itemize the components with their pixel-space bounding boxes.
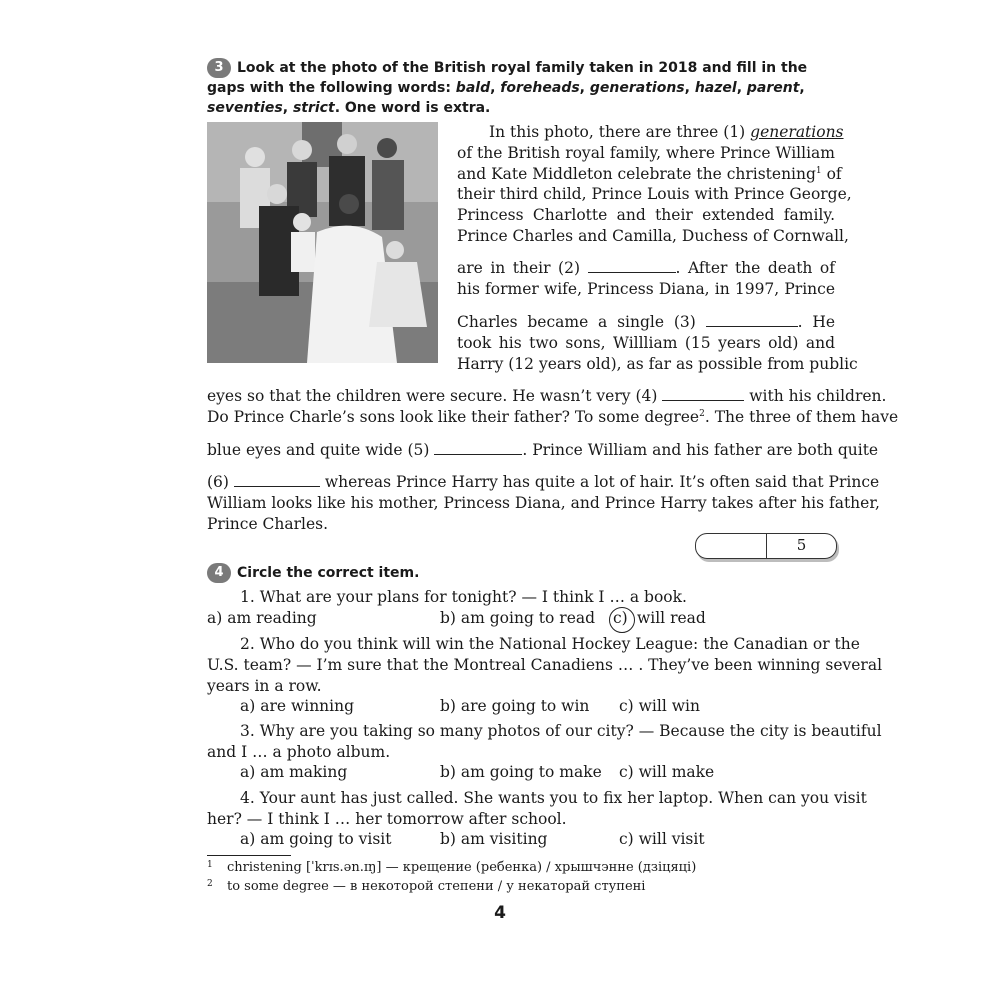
question-3: 3. Why are you taking so many photos of our city? — Because the city is beautiful and I … a photo album. bbox=[207, 722, 882, 761]
question-2: 2. Who do you think will win the National Hockey League: the Canadian or the U.S. team? — I’m sure that the Montreal Canadiens … . They’ve been winning several years in a row. bbox=[207, 635, 883, 695]
q2-option-a[interactable]: a) are winning bbox=[240, 697, 355, 715]
footnote-ref-1: 1 bbox=[815, 165, 822, 176]
footnote-2: 2 to some degree — в некоторой степени / у некаторай ступені bbox=[207, 879, 646, 894]
q3-option-a[interactable]: a) am making bbox=[240, 763, 348, 781]
question-4: 4. Your aunt has just called. She wants you to fix her laptop. When can you visit her? — I think I … her tomorrow after school. bbox=[207, 789, 867, 828]
task-number-badge: 4 bbox=[207, 563, 231, 583]
q4-option-a[interactable]: a) am going to visit bbox=[240, 830, 392, 848]
q4-option-b[interactable]: b) am visiting bbox=[440, 830, 548, 848]
score-max: 5 bbox=[796, 536, 807, 554]
q4-option-c[interactable]: c) will visit bbox=[619, 830, 705, 848]
gap-4[interactable] bbox=[662, 386, 744, 401]
task-3-text-right-3: Charles became a single (3) . He took his two sons, Willliam (15 years old) and Harry (12 years old), as far as possible from public bbox=[457, 313, 858, 373]
task-3-instruction: 3 Look at the photo of the British royal family taken in 2018 and fill in the gaps with the following words: bald, foreheads, generations, hazel, parent, seventies, strict. One word is extra. bbox=[207, 60, 808, 116]
task-3-text-full-2: blue eyes and quite wide (5) . Prince William and his father are both quite bbox=[207, 441, 879, 459]
q1-option-b[interactable]: b) am going to read bbox=[440, 609, 596, 627]
q1-option-a[interactable]: a) am reading bbox=[207, 609, 317, 627]
selected-answer-circle bbox=[609, 607, 635, 633]
q1-option-c[interactable]: c) bbox=[613, 609, 628, 627]
q3-option-c[interactable]: c) will make bbox=[619, 763, 715, 781]
footnote-ref-2: 2 bbox=[699, 408, 705, 419]
q2-option-b[interactable]: b) are going to win bbox=[440, 697, 590, 715]
gap-6[interactable] bbox=[234, 472, 320, 487]
gap-3[interactable] bbox=[706, 312, 798, 327]
task-3-text-right-2: are in their (2) . After the death of his former wife, Princess Diana, in 1997, Prince bbox=[457, 259, 835, 298]
page-number: 4 bbox=[494, 903, 506, 923]
footnote-1: 1 christening [ˈkrɪs.ən.ɪŋ] — крещение (ребенка) / хрышчэнне (дзіцяці) bbox=[207, 860, 697, 875]
task-3-text-full: eyes so that the children were secure. He wasn’t very (4) with his children. Do Prince Charle’s sons look like their father? To some degree$^2$. The three of them have bbox=[207, 387, 899, 426]
task-number-badge: 3 bbox=[207, 58, 231, 78]
task-4-instruction: 4 Circle the correct item. bbox=[207, 563, 839, 583]
q2-option-c[interactable]: c) will win bbox=[619, 697, 700, 715]
q1-option-c-text[interactable]: will read bbox=[637, 609, 706, 627]
task-3-text-full-3: (6) whereas Prince Harry has quite a lot of hair. It’s often said that Prince William looks like his mother, Princess Diana, and Prince Harry takes after his father, Prince Charles. bbox=[207, 473, 880, 533]
gap-5[interactable] bbox=[434, 440, 522, 455]
q3-option-b[interactable]: b) am going to make bbox=[440, 763, 602, 781]
footnote-rule bbox=[207, 855, 291, 856]
question-1: 1. What are your plans for tonight? — I think I … a book. bbox=[240, 588, 687, 606]
royal-family-photo bbox=[207, 122, 438, 363]
answer-1: generations bbox=[750, 123, 844, 141]
score-box[interactable] bbox=[695, 533, 837, 559]
gap-2[interactable] bbox=[588, 258, 676, 273]
task-3-text-right: In this photo, there are three (1) generations of the British royal family, where Prince William and Kate Middleton celebrate the christening$^1$ of their third child, Prince Louis with Prince George, Princess Charlotte and their extended family. Prince Charles and Camilla, Duchess of Cornwall, bbox=[457, 123, 852, 245]
